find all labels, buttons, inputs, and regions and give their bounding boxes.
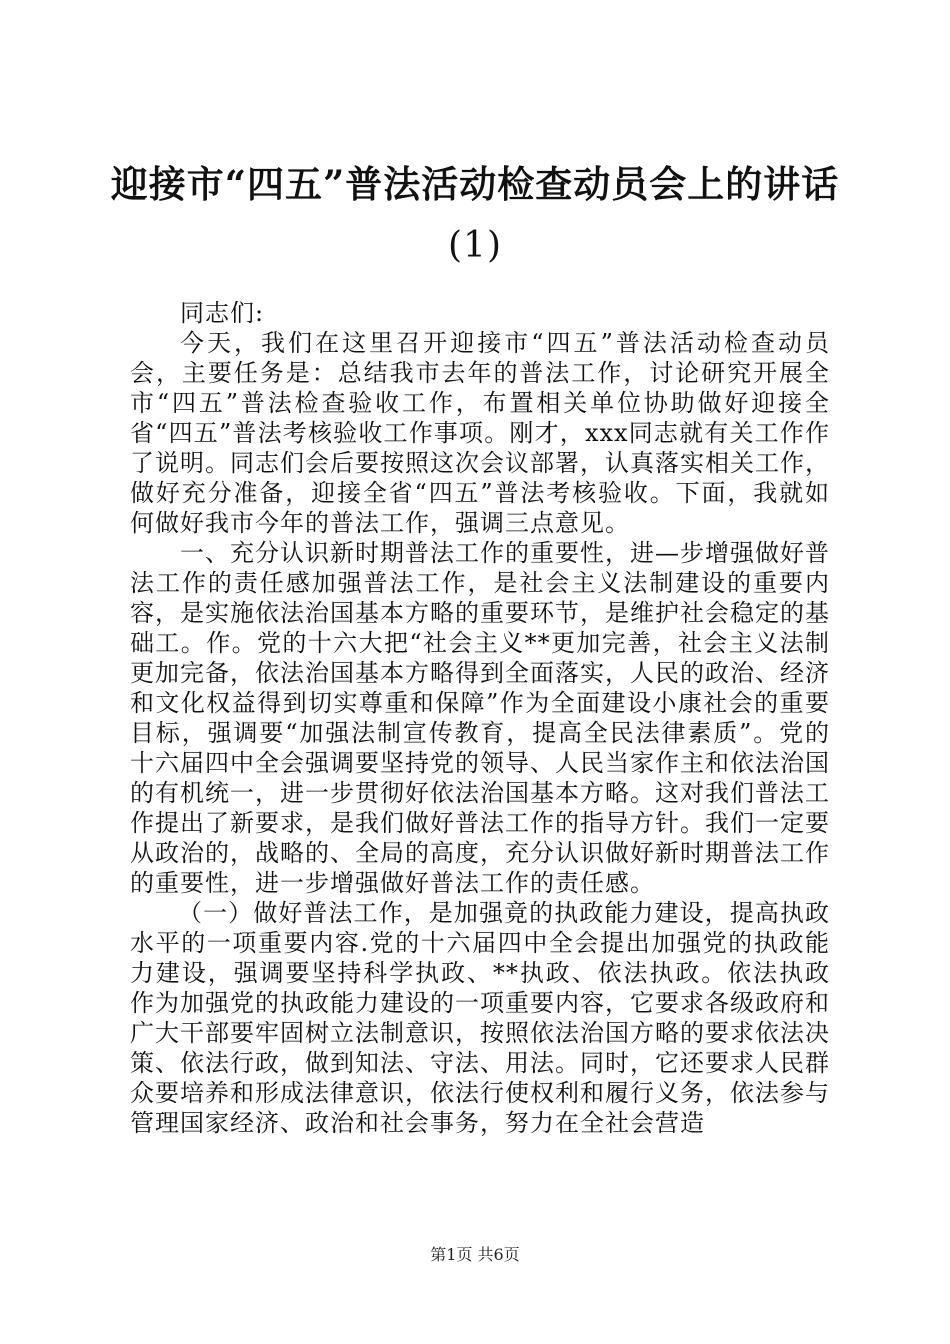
section-one-paragraph: 一、充分认识新时期普法工作的重要性，进—步增强做好普法工作的责任感加强普法工作，是社会主义法制建设的重要内容，是实施依法治国基本方略的重要环节，是维护社会稳定的基础工。作。党的十六大把“社会主义**更加完善，社会主义法制更加完备，依法治国基本方略得到全面落实，人民的政治、经济和文化权益得到切实尊重和保障”作为全面建设小康社会的重要目标，强调要“加强法制宣传教育，提高全民法律素质”。党的十六届四中全会强调要坚持党的领导、人民当家作主和依法治国的有机统一，进一步贯彻好依法治国基本方略。这对我们普法工作提出了新要求，是我们做好普法工作的指导方针。我们一定要从政治的，战略的、全局的高度，充分认识做好新时期普法工作的重要性，进一步增强做好普法工作的责任感。 bbox=[130, 539, 830, 897]
subsection-one-paragraph: （一）做好普法工作，是加强竟的执政能力建设，提高执政水平的一项重要内容.党的十六届四中全会提出加强党的执政能力建设，强调要坚持科学执政、**执政、依法执政。依法执政作为加强党的执政能力建设的一项重要内容，它要求各级政府和广大干部要牢固树立法制意识，按照依法治国方略的要求依法决策、依法行政，做到知法、守法、用法。同时，它还要求人民群众要培养和形成法律意识，依法行使权利和履行义务，依法参与管理国家经济、政治和社会事务，努力在全社会营造 bbox=[130, 899, 830, 1137]
salutation-paragraph: 同志们: bbox=[180, 299, 265, 327]
document-title-suffix: (1) bbox=[448, 225, 502, 266]
page-number-footer: 第1页 共6页 bbox=[430, 1245, 520, 1264]
document-body bbox=[130, 298, 830, 1138]
intro-paragraph: 今天，我们在这里召开迎接市“四五”普法活动检查动员会，主要任务是：总结我市去年的普法工作，讨论研究开展全市“四五”普法检查验收工作，布置相关单位协助做好迎接全省“四五”普法考核验收工作事项。刚才，xxx同志就有关工作作了说明。同志们会后要按照这次会议部署，认真落实相关工作，做好充分准备，迎接全省“四五”普法考核验收。下面，我就如何做好我市今年的普法工作，强调三点意见。 bbox=[130, 329, 830, 537]
document-title: 迎接市“四五”普法活动检查动员会上的讲话 bbox=[110, 162, 840, 206]
